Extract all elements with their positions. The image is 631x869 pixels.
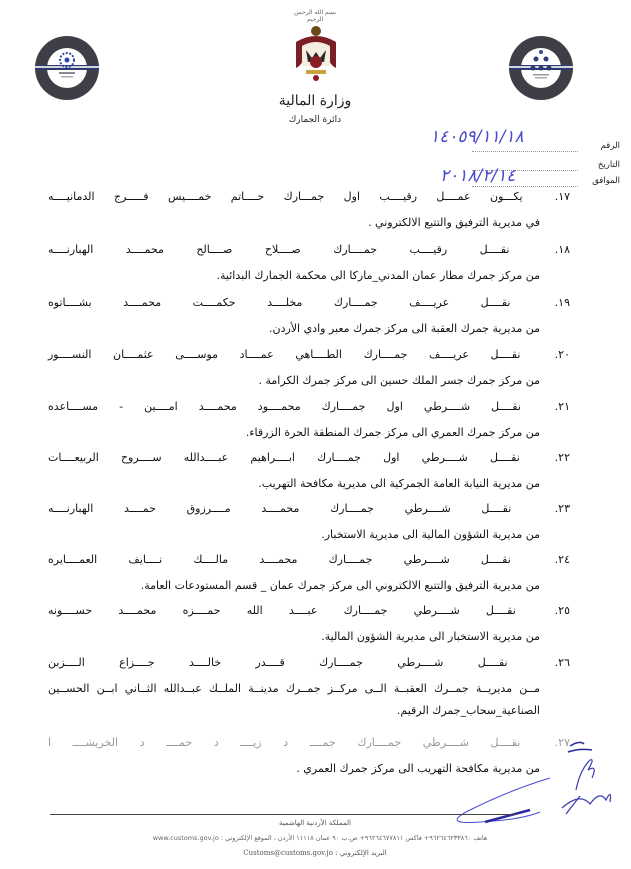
item-number: ١٨.: [554, 243, 571, 256]
footer-divider: [50, 814, 516, 815]
footer-contact: هاتف ٩٦٢٦٤٦٢٣٣٨٦٠+ فاكس ٩٦٢٦٤٦٧٧٨١١+ ص.ب ٩٠ عمان ١١١١٨ الأردن ، الموقع الإلكتروني : www.customs.gov.jo: [152, 834, 488, 842]
list-item: [48, 502, 570, 542]
reference-number: ١٤٠٥٩/١١/١٨: [430, 127, 524, 147]
seal-of-excellence-right: [509, 36, 573, 100]
item-number: ٢٧.: [554, 736, 570, 749]
item-text: نقــــل عريــــف جمــــارك الطــــاهي عمــــاد موســــى عثمــــان النســــور: [48, 348, 521, 361]
item-detail: من مديرية النيابة العامة الجمركية الى مديرية مكافحة التهريب.: [258, 477, 540, 490]
list-item: [48, 348, 570, 388]
footer-email: البريد الإلكتروني : Customs@customs.gov.jo: [243, 849, 387, 857]
list-item: [48, 190, 570, 230]
item-text: نقــــل شــــرطي جمــــارك عبــــد الله حمــــزه محمــــد حســــونه: [48, 604, 516, 617]
item-detail: من مركز جمرك مطار عمان المدني_ماركا الى محكمة الجمارك البدائية.: [216, 269, 540, 282]
item-detail: من مديرية الشؤون المالية الى مديرية الاستخبار.: [321, 528, 540, 541]
item-number: ٢٦.: [554, 656, 570, 669]
item-detail: من مديرية الاستخبار الى مديرية الشؤون المالية.: [321, 630, 540, 643]
item-number: ٢٥.: [554, 604, 570, 617]
list-item: [48, 604, 570, 644]
seal-right-stars-icon: [509, 36, 573, 100]
item-text: نقــــل شــــرطي جمــــارك محمــــد مالــــك نــــايف العمــــايره: [48, 553, 511, 566]
footer-kingdom: المملكة الأردنية الهاشمية: [278, 819, 352, 827]
item-text: نقــــل شــــرطي اول جمــــارك محمــــود محمــــد امــــين - مســــاعده: [48, 400, 521, 413]
item-text: نقــــل رقيــــب جمــــارك صــــلاح صــــالح محمــــد الهبارنــــه: [48, 243, 510, 256]
date-label: التاريخ: [597, 160, 620, 170]
item-detail: من مديرية جمرك العقبة الى مركز جمرك معبر وادي الأردن.: [269, 322, 540, 335]
number-dotted-line: [472, 150, 578, 152]
item-number: ٢٠.: [554, 348, 570, 361]
item-detail: مــن مديريــة جمــرك العقبــة الــى مركــز جمــرك مدينــة الملــك عبــدالله الثــاني ابــن الحســين: [48, 682, 540, 695]
item-number: ١٩.: [554, 296, 570, 309]
list-item: [48, 451, 570, 491]
item-line-1: [48, 190, 570, 204]
item-number: ٢٤.: [554, 553, 570, 566]
item-number: ٢٢.: [554, 451, 570, 464]
list-item: [48, 656, 570, 718]
corresponding-label: الموافق: [592, 176, 620, 186]
seal-of-excellence-left: [35, 36, 99, 100]
department-name: دائرة الجمارك: [288, 115, 342, 125]
item-number: ٢٣.: [554, 502, 570, 515]
seal-left-star-icon: [35, 36, 99, 100]
list-item: [48, 553, 570, 593]
item-text: نقــــل شــــرطي جمــــارك محمــــد مــــرزوق حمــــد الهبارنــــه: [48, 502, 512, 515]
corresponding-date: ٢٠١٨/٢/١٤: [440, 166, 516, 186]
handwritten-signature-icon: [540, 730, 630, 820]
item-detail: من مديرية مكافحة التهريب الى مركز جمرك العمري .: [296, 762, 540, 775]
item-text: يكـــون عمــــل رقيــــب اول جمـــارك حــــاتم خمــــيس فـــــرج الدمانيــــه: [48, 190, 523, 203]
basmala: بسم الله الرحمن الرحيم: [293, 9, 337, 23]
item-detail: من مركز جمرك جسر الملك حسين الى مركز جمرك الكرامة .: [258, 374, 540, 387]
item-text: نقــــل عريــــف جمــــارك مخلــــد حكمــــت محمــــد بشــــاتوه: [48, 296, 511, 309]
item-detail: من مركز جمرك العمري الى مركز جمرك المنطقة الحرة الزرقاء.: [245, 426, 540, 439]
ministry-name: وزارة المالية: [278, 93, 352, 109]
item-detail: في مديرية الترفيق والتتبع الالكتروني .: [368, 216, 540, 229]
item-detail: من مديرية الترفيق والتتبع الالكتروني الى مركز جمرك عمان _ قسم المستودعات العامة.: [140, 579, 540, 592]
list-item: [48, 296, 570, 336]
list-item: [48, 400, 570, 440]
item-text: نقــــل شــــرطي اول جمــــارك ابــــراهيم عبــــدالله ســــروح الربيعــــات: [48, 451, 520, 464]
item-number: ٢١.: [554, 400, 570, 413]
item-number: ١٧.: [554, 190, 571, 203]
jordan-coat-of-arms-icon: [288, 24, 344, 88]
number-label: الرقم: [600, 141, 620, 151]
item-text: نقــــل شــــرطي جمــــارك جمــــ د زيــــ د حمــــ د الخريشــــ ا: [48, 736, 521, 749]
list-item: [48, 243, 570, 283]
item-text: نقــــل شــــرطي جمــــارك قــــدر خالــــد جــــزاع الــــزبن: [48, 656, 508, 669]
item-detail-continued: الصناعية_سحاب_جمرك الرقيم.: [396, 704, 540, 717]
